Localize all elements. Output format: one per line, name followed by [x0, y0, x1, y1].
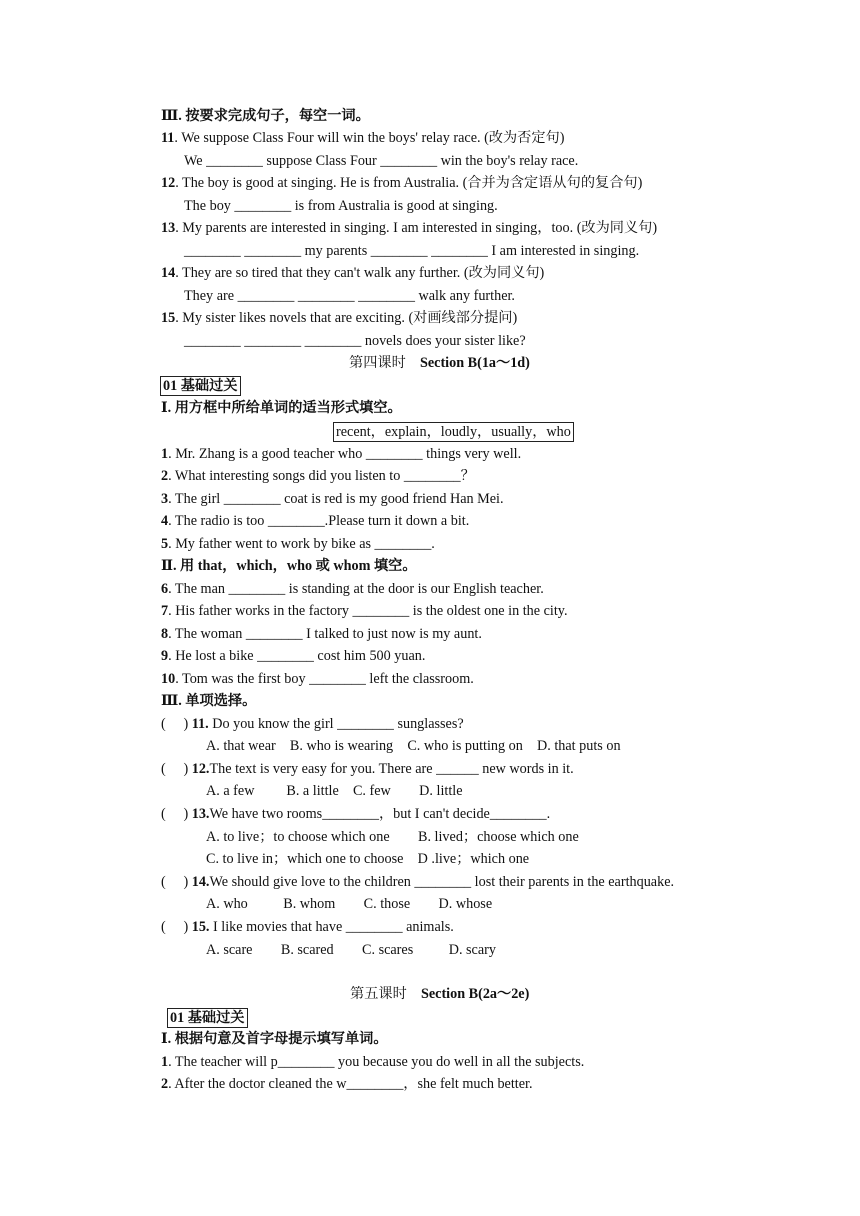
- mc-question: [161, 805, 550, 823]
- answer-bracket[interactable]: ( ): [161, 806, 192, 822]
- item-text: . The man ________ is standing at the door is our English teacher.: [168, 581, 544, 597]
- lesson-title-en: Section B(2a～2e): [420, 986, 530, 1002]
- mc-number: 14.: [191, 874, 210, 890]
- item-number: 10: [161, 671, 176, 687]
- mc-stem: Do you know the girl ________ sunglasses?: [208, 716, 464, 732]
- list-item: [161, 625, 482, 643]
- question-text: . My sister likes novels that are exciting. (对画线部分提问): [175, 310, 518, 326]
- item-text: . He lost a bike ________ cost him 500 yuan.: [168, 648, 426, 664]
- item-number: 3: [161, 491, 169, 507]
- question-number: 13: [161, 220, 176, 236]
- mc-options: A. a few B. a little C. few D. little: [206, 783, 463, 799]
- mc-number: 11.: [191, 716, 209, 732]
- question-text: . They are so tired that they can't walk any further. (改为同义句): [175, 265, 545, 281]
- lesson-title-cn: 第五课时: [350, 986, 407, 1002]
- item-text: . My father went to work by bike as ________.: [168, 536, 435, 552]
- mc-number: 15.: [191, 919, 210, 935]
- mc-question: [161, 715, 464, 733]
- item-number: 5: [161, 536, 169, 552]
- list-item: [161, 647, 425, 665]
- list-item: [161, 467, 475, 485]
- list-item: [161, 445, 521, 463]
- item-text: . His father works in the factory ________ is the oldest one in the city.: [168, 603, 568, 619]
- section-heading: Ⅲ. 按要求完成句子，每空一词。: [161, 108, 370, 124]
- item-text: . The girl ________ coat is red is my good friend Han Mei.: [168, 491, 504, 507]
- answer-line-13[interactable]: ________ ________ my parents ________ ________ I am interested in singing.: [184, 243, 640, 259]
- mc-options: A. scare B. scared C. scares D. scary: [206, 942, 496, 958]
- mc-number: 12.: [191, 761, 210, 777]
- mc-question: [161, 760, 574, 778]
- section-heading: Ⅱ. 用 that，which，who 或 whom 填空。: [161, 558, 417, 574]
- mc-question: [161, 873, 674, 891]
- question-14: [161, 264, 544, 282]
- question-number: 11: [161, 130, 175, 146]
- answer-bracket[interactable]: ( ): [161, 716, 192, 732]
- section-heading: Ⅰ. 根据句意及首字母提示填写单词。: [161, 1031, 388, 1047]
- section-badge: 01 基础过关: [160, 376, 241, 396]
- answer-line-12[interactable]: The boy ________ is from Australia is good at singing.: [184, 198, 498, 214]
- list-item: [161, 1075, 533, 1093]
- lesson-title-en: Section B(1a～1d): [419, 355, 530, 371]
- question-15: [161, 309, 517, 327]
- item-text: . Mr. Zhang is a good teacher who ________ things very well.: [168, 446, 522, 462]
- item-number: 7: [161, 603, 169, 619]
- lesson-title-cn: 第四课时: [349, 355, 406, 371]
- mc-stem: We should give love to the children ________ lost their parents in the earthquake.: [209, 874, 675, 890]
- list-item: [161, 1053, 584, 1071]
- list-item: [161, 670, 474, 688]
- mc-number: 13.: [191, 806, 210, 822]
- list-item: [161, 602, 568, 620]
- question-text: . My parents are interested in singing. I am interested in singing，too. (改为同义句): [175, 220, 658, 236]
- question-number: 14: [161, 265, 176, 281]
- list-item: [161, 512, 469, 530]
- mc-options: A. that wear B. who is wearing C. who is putting on D. that puts on: [206, 738, 621, 754]
- mc-stem: The text is very easy for you. There are ______ new words in it.: [209, 761, 574, 777]
- section-badge: 01 基础过关: [167, 1008, 248, 1028]
- mc-options: A. to live；to choose which one B. lived；choose which one: [206, 829, 579, 845]
- item-text: . The teacher will p________ you because you do well in all the subjects.: [168, 1054, 585, 1070]
- mc-stem: We have two rooms________，but I can't decide________.: [209, 806, 551, 822]
- question-text: . We suppose Class Four will win the boys' relay race. (改为否定句): [174, 130, 565, 146]
- lesson-title: [350, 985, 529, 1003]
- answer-bracket[interactable]: ( ): [161, 919, 192, 935]
- item-number: 8: [161, 626, 169, 642]
- item-text: . The radio is too ________.Please turn it down a bit.: [168, 513, 470, 529]
- item-number: 2: [161, 468, 169, 484]
- word-box: recent，explain，loudly，usually，who: [333, 422, 574, 442]
- item-number: 2: [161, 1076, 169, 1092]
- item-text: . The woman ________ I talked to just now is my aunt.: [168, 626, 482, 642]
- answer-bracket[interactable]: ( ): [161, 761, 192, 777]
- question-text: . The boy is good at singing. He is from Australia. (合并为含定语从句的复合句): [175, 175, 643, 191]
- item-number: 1: [161, 446, 169, 462]
- list-item: [161, 490, 504, 508]
- item-number: 1: [161, 1054, 169, 1070]
- question-number: 15: [161, 310, 176, 326]
- item-text: . Tom was the first boy ________ left the classroom.: [175, 671, 474, 687]
- item-text: . What interesting songs did you listen to ________？: [168, 468, 475, 484]
- mc-options: C. to live in；which one to choose D .live；which one: [206, 851, 530, 867]
- mc-options: A. who B. whom C. those D. whose: [206, 896, 493, 912]
- section-heading: Ⅰ. 用方框中所给单词的适当形式填空。: [161, 400, 402, 416]
- mc-stem: I like movies that have ________ animals.: [209, 919, 454, 935]
- section-heading: Ⅲ. 单项选择。: [161, 693, 257, 709]
- question-12: [161, 174, 642, 192]
- lesson-title: [349, 354, 530, 372]
- answer-line-14[interactable]: They are ________ ________ ________ walk any further.: [184, 288, 515, 304]
- mc-question: [161, 918, 454, 936]
- question-11: [161, 129, 564, 147]
- answer-bracket[interactable]: ( ): [161, 874, 192, 890]
- item-number: 6: [161, 581, 169, 597]
- item-number: 4: [161, 513, 169, 529]
- answer-line-11[interactable]: We ________ suppose Class Four ________ win the boy's relay race.: [184, 153, 579, 169]
- answer-line-15[interactable]: ________ ________ ________ novels does your sister like?: [184, 333, 526, 349]
- question-13: [161, 219, 657, 237]
- item-text: . After the doctor cleaned the w________，she felt much better.: [168, 1076, 533, 1092]
- question-number: 12: [161, 175, 176, 191]
- item-number: 9: [161, 648, 169, 664]
- list-item: [161, 535, 435, 553]
- list-item: [161, 580, 544, 598]
